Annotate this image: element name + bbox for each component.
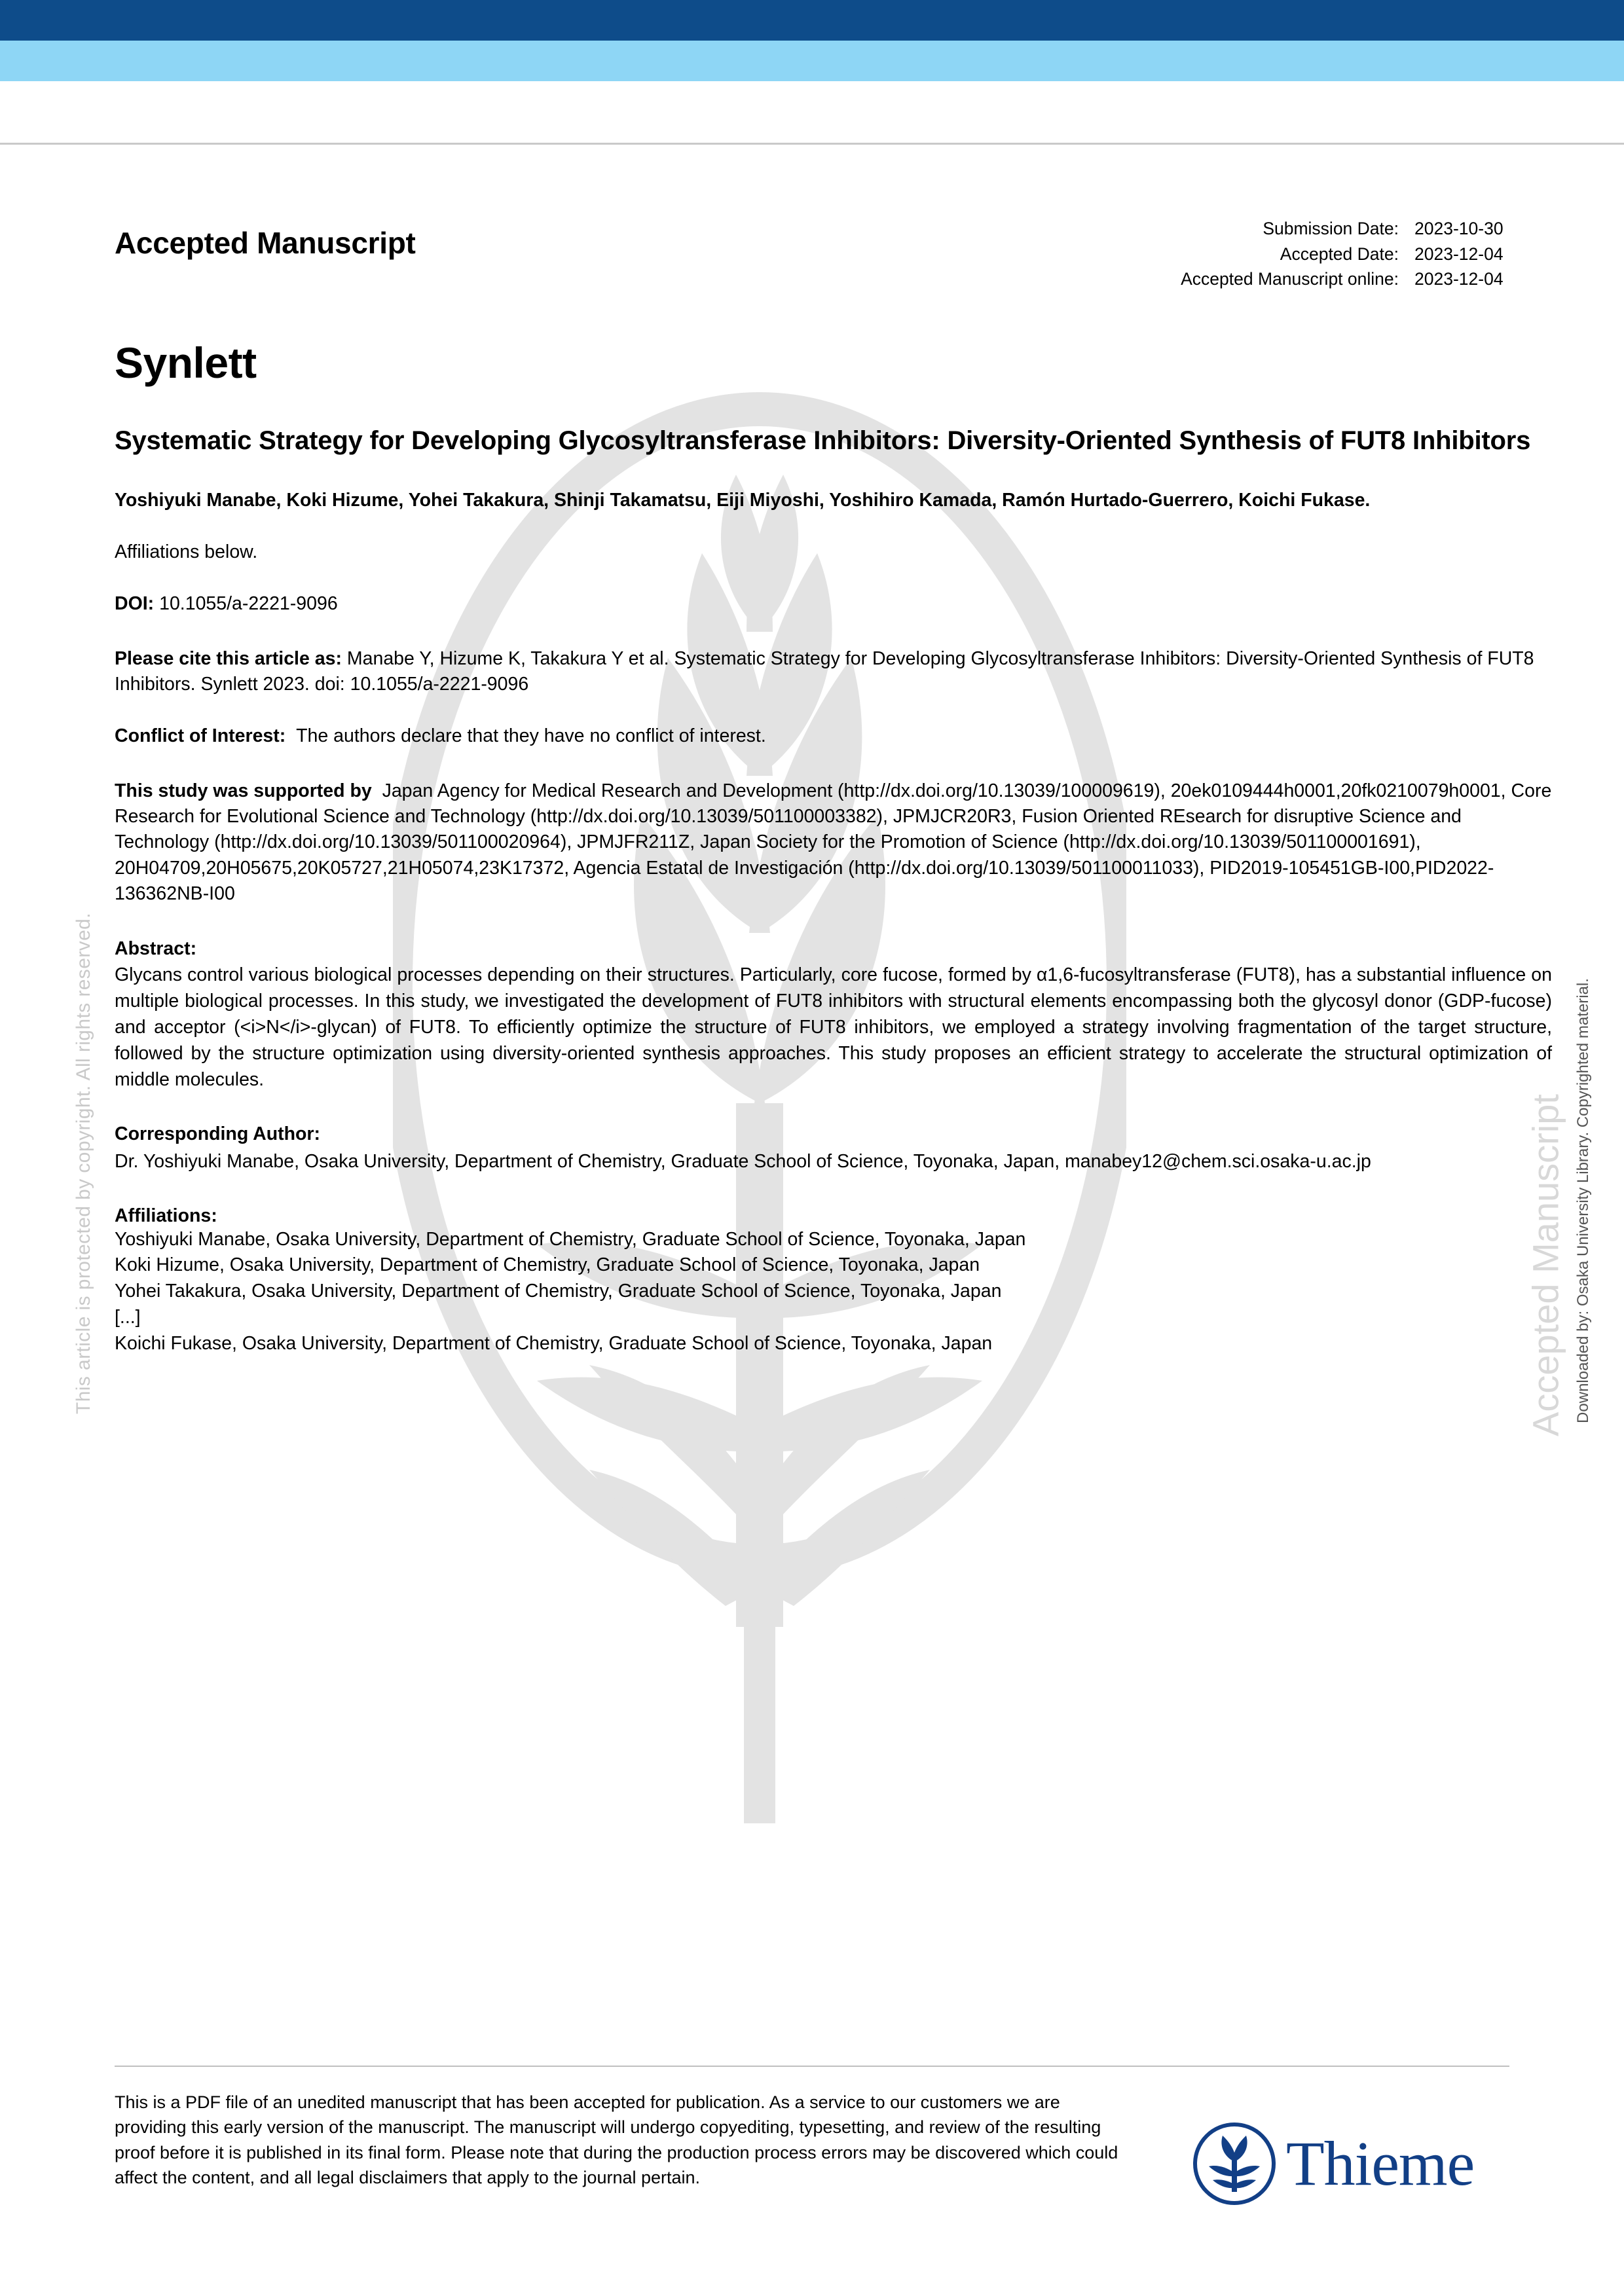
accepted-manuscript-heading: Accepted Manuscript: [115, 226, 416, 260]
thieme-logo: [1192, 2118, 1532, 2210]
document-content: [115, 216, 1552, 1357]
conflict-of-interest-line: [115, 723, 1552, 749]
online-date-value: 2023-12-04: [1414, 269, 1504, 289]
affiliations-heading: Affiliations:: [115, 1205, 217, 1226]
header-divider-rule: [0, 143, 1624, 145]
citation-text: Manabe Y, Hizume K, Takakura Y et al. Systematic Strategy for Developing Glycosyltransferase Inhibitors: Diversity-Oriented Synthesis of FUT8 Inhibitors. Synlett 2023. doi: 10.1055/a-2221-9096: [115, 647, 1534, 695]
doi-label: DOI:: [115, 593, 155, 615]
funding-text: Japan Agency for Medical Research and Development (http://dx.doi.org/10.13039/100009619), 20ek0109444h0001,20fk0210079h0001, Core Research for Evolutional Science and Technology (http://dx.doi.org/10.13039/501100003382), JPMJCR20R3, Fusion Oriented REsearch for disruptive Science and Technology (http://dx.doi.org/10.13039/501100020964), JPMJFR211Z, Japan Society for the Promotion of Science (http://dx.doi.org/10.13039/501100001691), 20H04709,20H05675,20K05727,21H05074,23K17372, Agencia Estatal de Investigación (http://dx.doi.org/10.13039/501100011033), PID2019-105451GB-I00,PID2022-136362NB-I00: [115, 780, 1552, 904]
citation-label: Please cite this article as:: [115, 647, 342, 669]
accepted-date-label: Accepted Date:: [1280, 244, 1399, 264]
top-light-bar: [0, 41, 1624, 81]
abstract-text: Glycans control various biological processes depending on their structures. Particularly, core fucose, formed by α1,6-fucosyltransferase (FUT8), has a substantial influence on multiple biological processes. In this study, we investigated the development of FUT8 inhibitors with structural elements encompassing both the glycosyl donor (GDP-fucose) and acceptor (<i>N</i>-glycan) of FUT8. To efficiently optimize the structure of FUT8 inhibitors, we employed a strategy involving fragmentation of the target structure, followed by the structure optimization using diversity-oriented synthesis approaches. This study proposes an efficient strategy to accelerate the structural optimization of middle molecules.: [115, 964, 1552, 1090]
author-list: Yoshiyuki Manabe, Koki Hizume, Yohei Takakura, Shinji Takamatsu, Eiji Miyoshi, Yoshihiro Kamada, Ramón Hurtado-Guerrero, Koichi Fukase.: [115, 490, 1371, 511]
affiliation-item: [...]: [115, 1307, 141, 1328]
top-dark-bar: [0, 0, 1624, 41]
submission-date-value: 2023-10-30: [1414, 219, 1504, 238]
submission-date-label: Submission Date:: [1263, 219, 1399, 238]
footer-disclaimer: This is a PDF file of an unedited manuscript that has been accepted for publication. As a service to our customers we are providing this early version of the manuscript. The manuscript will undergo copyediting, typesetting, and review of the resulting proof before it is published in its final form. Please note that during the production process errors may be discovered which could affect the content, and all legal disclaimers that apply to the journal pertain.: [115, 2092, 1118, 2187]
funding-line: [115, 778, 1552, 907]
affiliation-item: Koichi Fukase, Osaka University, Department of Chemistry, Graduate School of Science, Toyonaka, Japan: [115, 1333, 993, 1355]
citation-line: [115, 646, 1552, 698]
submission-dates: [1181, 216, 1552, 292]
date-row-submission: [1181, 216, 1552, 242]
corresponding-author-text: Dr. Yoshiyuki Manabe, Osaka University, Department of Chemistry, Graduate School of Science, Toyonaka, Japan, manabey12@chem.sci.osaka-u.ac.jp: [115, 1150, 1371, 1172]
footer-divider-rule: [115, 2066, 1509, 2067]
journal-title: Synlett: [115, 338, 257, 387]
online-date-label: Accepted Manuscript online:: [1181, 269, 1399, 289]
abstract-heading: Abstract:: [115, 938, 197, 960]
copyright-side-text: This article is protected by copyright. All rights reserved.: [73, 913, 94, 1414]
doi-value: 10.1055/a-2221-9096: [159, 593, 338, 615]
article-title: Systematic Strategy for Developing Glycosyltransferase Inhibitors: Diversity-Oriented Synthesis of FUT8 Inhibitors: [115, 426, 1531, 455]
affiliation-item: Yoshiyuki Manabe, Osaka University, Department of Chemistry, Graduate School of Science, Toyonaka, Japan: [115, 1228, 1026, 1250]
date-row-online: [1181, 266, 1552, 292]
funding-label: This study was supported by: [115, 780, 372, 801]
affiliation-item: Yohei Takakura, Osaka University, Department of Chemistry, Graduate School of Science, Toyonaka, Japan: [115, 1281, 1002, 1302]
coi-label: Conflict of Interest:: [115, 725, 286, 747]
corresponding-author-heading: Corresponding Author:: [115, 1123, 320, 1144]
thieme-tree-icon: [1192, 2121, 1277, 2206]
affiliation-item: Koki Hizume, Osaka University, Department of Chemistry, Graduate School of Science, Toyonaka, Japan: [115, 1254, 980, 1276]
header-row: [115, 216, 1552, 314]
thieme-wordmark: Thieme: [1286, 2128, 1475, 2198]
download-side-text: Downloaded by: Osaka University Library. Copyrighted material.: [1574, 978, 1592, 1423]
doi-line: [115, 591, 1552, 617]
accepted-date-value: 2023-12-04: [1414, 244, 1504, 264]
affiliations-note: Affiliations below.: [115, 541, 258, 562]
date-row-accepted: [1181, 242, 1552, 267]
accepted-manuscript-side-text: Accepted Manuscript: [1524, 1094, 1566, 1436]
coi-text: The authors declare that they have no conflict of interest.: [296, 725, 766, 747]
